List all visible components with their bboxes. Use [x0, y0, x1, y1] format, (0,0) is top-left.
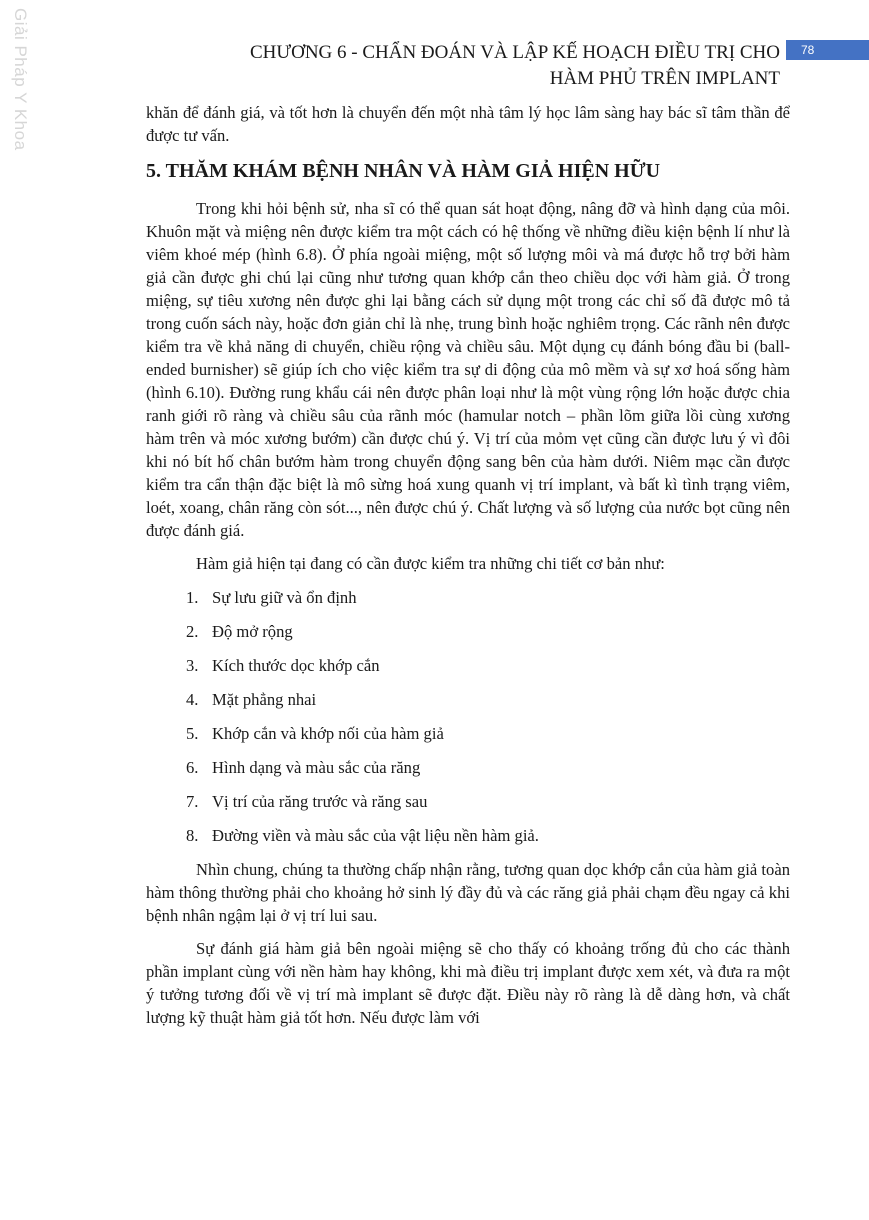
list-item: [146, 824, 790, 847]
page-number-badge: [786, 40, 869, 60]
checklist: [146, 586, 790, 847]
running-header: [180, 40, 780, 92]
list-item: [146, 586, 790, 609]
list-text: Độ mở rộng: [212, 622, 293, 641]
section-heading: 5. THĂM KHÁM BỆNH NHÂN VÀ HÀM GIẢ HIỆN HỮU: [146, 160, 661, 182]
header-line-2: HÀM PHỦ TRÊN IMPLANT: [549, 68, 780, 89]
list-item: [146, 722, 790, 745]
body-paragraph-2: Nhìn chung, chúng ta thường chấp nhận rằng, tương quan dọc khớp cắn của hàm giả toàn hàm thông thường phải cho khoảng hở sinh lý đầy đủ và các răng giả phải chạm đều ngay cả khi bệnh nhân ngậm lại ở vị trí lui sau.: [146, 860, 790, 925]
list-item: [146, 688, 790, 711]
page-number: 78: [801, 43, 815, 57]
watermark-text: Giải Pháp Y Khoa: [11, 8, 30, 151]
list-text: Mặt phẳng nhai: [212, 690, 317, 709]
list-text: Khớp cắn và khớp nối của hàm giả: [212, 724, 444, 743]
list-item: [146, 654, 790, 677]
list-number: 4.: [186, 690, 199, 709]
list-item: [146, 756, 790, 779]
body-paragraph-3: Sự đánh giá hàm giả bên ngoài miệng sẽ cho thấy có khoảng trống đủ cho các thành phần implant cùng với nền hàm hay không, khi mà điều trị implant được xem xét, và đưa ra một ý tưởng tương đối về vị trí mà implant sẽ được đặt. Điều này rõ ràng là dễ dàng hơn, và chất lượng kỹ thuật hàm giả tốt hơn. Nếu được làm với: [146, 939, 790, 1027]
header-line-1: CHƯƠNG 6 - CHẨN ĐOÁN VÀ LẬP KẾ HOẠCH ĐIỀU TRỊ CHO: [249, 42, 780, 63]
page-body: [146, 101, 790, 1029]
list-number: 5.: [186, 724, 199, 743]
body-paragraph-1: Trong khi hỏi bệnh sử, nha sĩ có thể quan sát hoạt động, nâng đỡ và hình dạng của môi. Khuôn mặt và miệng nên được kiểm tra một cách có hệ thống về những điều kiện bệnh lí như là viêm khoé mép (hình 6.8). Ở phía ngoài miệng, một số lượng môi và má được hỗ trợ bởi hàm giả cần được ghi chú lại cũng như tương quan khớp cắn theo chiều dọc với hàm giả. Ở trong miệng, sự tiêu xương nên được ghi lại bằng cách sử dụng một trong các chỉ số đã được mô tả trong cuốn sách này, hoặc đơn giản chỉ là nhẹ, trung bình hoặc nghiêm trọng. Các rãnh nên được kiểm tra về khả năng di chuyển, chiều rộng và chiều sâu. Một dụng cụ đánh bóng đầu bi (ball-ended burnisher) sẽ giúp ích cho việc kiểm tra sự di động của mô mềm và sự xơ hoá sống hàm (hình 6.10). Đường rung khẩu cái nên được phân loại như là một vùng rộng lớn hoặc được chia ranh giới rõ ràng và chiều sâu của rãnh móc (hamular notch – phần lõm giữa lồi cùng xương hàm trên và móc xương bướm) cần được chú ý. Vị trí của mỏm vẹt cũng cần được lưu ý vì đôi khi nó bít hố chân bướm hàm trong chuyển động sang bên của hàm dưới. Niêm mạc cần được kiểm tra cẩn thận đặc biệt là mô sừng hoá xung quanh vị trí implant, và bất kì tình trạng viêm, loét, xoang, chân răng còn sót..., nên được chú ý. Chất lượng và số lượng của nước bọt cũng nên được đánh giá.: [146, 199, 790, 540]
intro-paragraph: khăn để đánh giá, và tốt hơn là chuyển đến một nhà tâm lý học lâm sàng hay bác sĩ tâm thần để được tư vấn.: [146, 103, 790, 145]
list-number: 7.: [186, 792, 199, 811]
list-text: Vị trí của răng trước và răng sau: [212, 792, 428, 811]
list-text: Sự lưu giữ và ổn định: [212, 588, 357, 607]
list-number: 8.: [186, 826, 199, 845]
list-number: 1.: [186, 588, 199, 607]
list-item: [146, 620, 790, 643]
list-number: 2.: [186, 622, 199, 641]
list-text: Đường viền và màu sắc của vật liệu nền hàm giả.: [212, 826, 539, 845]
list-item: [146, 790, 790, 813]
list-intro: Hàm giả hiện tại đang có cần được kiểm tra những chi tiết cơ bản như:: [196, 554, 665, 573]
list-number: 3.: [186, 656, 199, 675]
list-number: 6.: [186, 758, 199, 777]
list-text: Hình dạng và màu sắc của răng: [212, 758, 421, 777]
list-text: Kích thước dọc khớp cắn: [212, 656, 380, 675]
